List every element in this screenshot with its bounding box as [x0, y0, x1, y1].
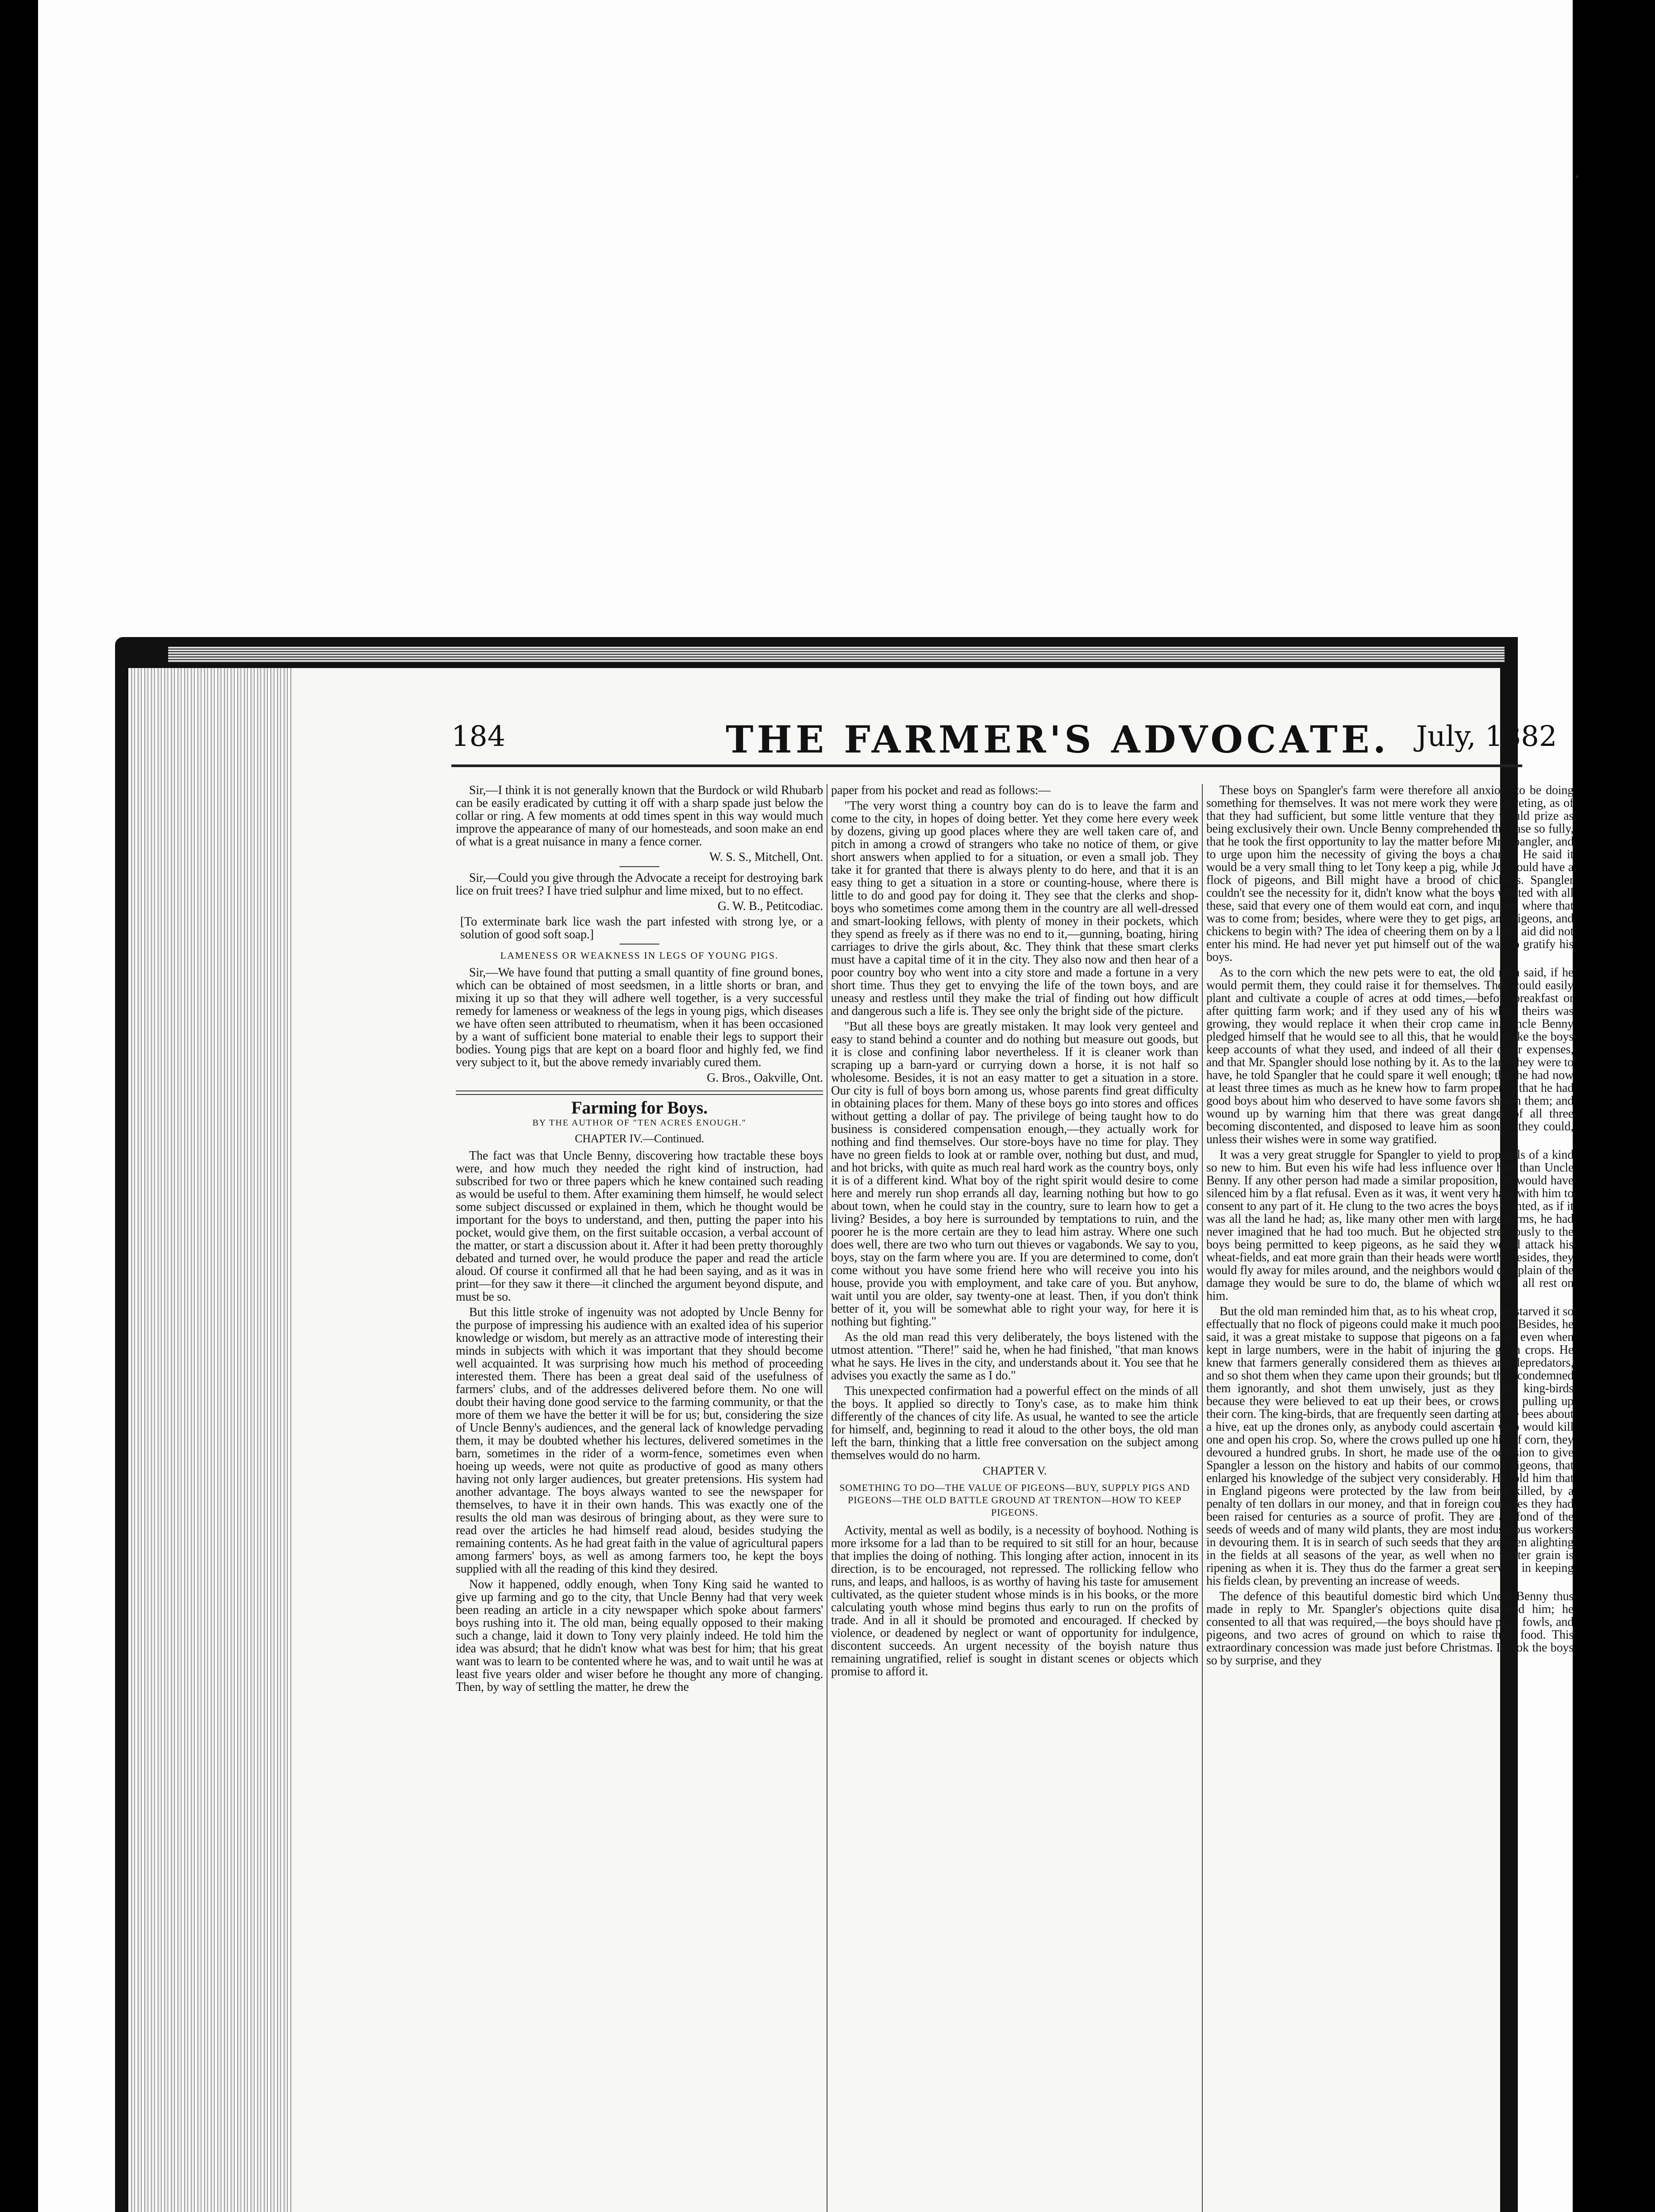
- article-paragraph: Now it happened, oddly enough, when Tony King said he wanted to give up farming and go to the city, that Uncle Benny had that very week been reading an article in a city newspaper which spoke about farmers' boys rushing into it. The old man, being equally opposed to their making such a change, laid it down to Tony very plainly indeed. He told him the idea was absurd; that he didn't know what was best for him; that his great want was to learn to be contented where he was, and to wait until he was at least five years older and wiser before he thought any more of changing. Then, by way of settling the matter, he drew the: [456, 1578, 823, 1694]
- article-paragraph: It was a very great struggle for Spangler to yield to proposals of a kind so new to him. But even his wife had less influence over him than Uncle Benny. If any other person had made a similar proposition, he would have silenced him by a flat refusal. Even as it was, it went very hard with him to consent to any part of it. He clung to the two acres the boys wanted, as if it was all the land he had; as, like many other men with large farms, he had never imagined that he had too much. But he objected strenuously to the boys being permitted to keep pigeons, as he said they would attack his wheat-fields, and eat more grain than their heads were worth. Besides, they would fly away for miles around, and the neighbors would complain of the damage they would be sure to do, the blame of which would all rest on him.: [1206, 1148, 1574, 1303]
- article-divider: [456, 1091, 823, 1095]
- article-paragraph: This unexpected confirmation had a powerful effect on the minds of all the boys. It applied so directly to Tony's case, as to make him think differently of the chances of city life. As usual, he wanted to see the article for himself, and, beginning to read it aloud to the other boys, the old man left the barn, thinking that a little free conversation on the subject among themselves would do no harm.: [831, 1384, 1198, 1462]
- section-heading: LAMENESS OR WEAKNESS IN LEGS OF YOUNG PIGS.: [500, 950, 779, 961]
- issue-date: July, 1882: [1416, 720, 1557, 753]
- column-divider: [827, 784, 828, 2212]
- letter-burdock: Sir,—I think it is not generally known that the Burdock or wild Rhubarb can be easily eradicated by cutting it off with a sharp spade just below the collar or ring. A few moments at odd times spent in this way would much improve the appearance of many of our homesteads, and soon make an end of what is a great nuisance in many a fence corner.: [456, 783, 823, 849]
- column-middle: [831, 784, 1198, 2212]
- bound-volume: [115, 637, 1574, 2212]
- article-paragraph: But this little stroke of ingenuity was not adopted by Uncle Benny for the purpose of impressing his audience with an exalted idea of his superior knowledge or wisdom, but merely as an attractive mode of interesting their minds in subjects with which it was important that they should become well acquainted. It was surprising how much his method of proceeding interested them. There has been a great deal said of the usefulness of farmers' clubs, and of the addresses delivered before them. No one will doubt their having done good service to the farming community, or that the more of them we have the better it will be for us; but, considering the size of Uncle Benny's audiences, and the general lack of knowledge pervading them, it may be doubted whether his lectures, delivered sometimes in the barn, sometimes in the rider of a worm-fence, sometimes even when hoeing up weeds, were not quite as productive of good as many others having not only larger audiences, but greater pretensions. His system had another advantage. The boys always wanted to see the newspaper for themselves, to have it in their own hands. This was exactly one of the results the old man was desirous of bringing about, as they were sure to read over the articles he had himself read aloud, besides studying the remaining contents. As he had great faith in the value of agricultural papers among farmers' boys, as well as among farmers too, he kept the boys supplied with all the reading of this kind they desired.: [456, 1306, 823, 1576]
- chapter-summary: SOMETHING TO DO—THE VALUE OF PIGEONS—BUY, SUPPLY PIGS AND PIGEONS—THE OLD BATTLE GROUND AT TRENTON—HOW TO KEEP PIGEONS.: [839, 1482, 1190, 1518]
- article-paragraph: The defence of this beautiful domestic bird which Uncle Benny thus made in reply to Mr. Spangler's objections quite disarmed him; he consented to all that was required,—the boys should have pigs, fowls, and pigeons, and two acres of ground on which to raise their food. This extraordinary concession was made just before Christmas. It took the boys so by surprise, and they: [1206, 1590, 1574, 1667]
- editor-answer: [To exterminate bark lice wash the part infested with strong lye, or a solution of good soft soap.]: [460, 915, 823, 941]
- letter-young-pigs: Sir,—We have found that putting a small quantity of fine ground bones, which can be obtained of most seedsmen, in a little shorts or bran, and mixing it up so that they will adhere well together, is a very successful remedy for lameness or weakness of the legs in young pigs, which diseases we have often seen attributed to rheumatism, when it has been occasioned by a want of sufficient bone material to enable their legs to support their bodies. Young pigs that are kept on a board floor and highly fed, we find very subject to it, but the above remedy invariably cured them.: [456, 966, 823, 1069]
- divider: [620, 944, 659, 945]
- article-paragraph: As the old man read this very deliberately, the boys listened with the utmost attention. "There!" said he, when he had finished, "that man knows what he says. He lives in the city, and understands about it. You see that he advises you exactly the same as I do.": [831, 1330, 1198, 1382]
- chapter-heading: CHAPTER IV.—Continued.: [575, 1132, 704, 1145]
- page-number: 184: [451, 720, 506, 753]
- newspaper-page: [292, 668, 1574, 2212]
- masthead-rule: [451, 764, 1522, 767]
- masthead-title: THE FARMER'S ADVOCATE.: [726, 718, 1389, 761]
- article-paragraph: But the old man reminded him that, as to his wheat crop, he starved it so effectually that no flock of pigeons could make it much poorer. Besides, he said, it was a great mistake to suppose that pigeons on a farm, even when kept in large numbers, were in the habit of injuring the grain crops. He knew that farmers generally considered them as thieves and depredators, and so shot them when they came upon their grounds; but they condemned them ignorantly, and shot them unwisely, just as they did king-birds because they were believed to eat up their bees, or crows for pulling up their corn. The king-birds, that are frequently seen darting at the bees about a hive, eat up the drones only, as anybody could ascertain who would kill one and open his crop. So, where the crows pulled up one hill of corn, they devoured a hundred grubs. In short, he made use of the occasion to give Spangler a lesson on the history and habits of our common pigeons, that enlarged his knowledge of the subject very considerably. He told him that in England pigeons were protected by the law from being killed, by a penalty of ten dollars in our money, and that in foreign countries they had been raised for centuries as a source of profit. They are all fond of the seeds of weeds and of many wild plants, they are most industrious workers in devouring them. It is in search of such seeds that they are seen alighting in the fields at all seasons of the year, as well when no winter grain is ripening as when it is. They thus do the farmer a great service in keeping his fields clean, by preventing an increase of weeds.: [1206, 1305, 1574, 1588]
- corner-mark: ·: [1574, 165, 1581, 189]
- column-left: [456, 784, 823, 2212]
- article-paragraph: Activity, mental as well as bodily, is a necessity of boyhood. Nothing is more irksome for a lad than to be required to sit still for an hour, because that implies the doing of nothing. This longing after action, innocent in its direction, is to be encouraged, not repressed. The rollicking fellow who runs, and leaps, and halloos, is as worthy of having his taste for amusement cultivated, as the quieter student whose minds is in his books, or the more calculating youth whose mind begins thus early to run on the profits of trade. And in all it should be promoted and encouraged. If checked by violence, or deadened by neglect or want of opportunity for indulgence, discontent succeeds. An urgent necessity of the boyish nature thus remaining ungratified, relief is sought in distant scenes or objects which promise to afford it.: [831, 1524, 1198, 1678]
- article-paragraph: These boys on Spangler's farm were therefore all anxious to be doing something for themselves. It was not mere work they were coveting, as of that they had sufficient, but some little venture that they would prize as being exclusively their own. Uncle Benny comprehended the case so fully, that he took the first opportunity to lay the matter before Mr. Spangler, and to urge upon him the necessity of giving the boys a chance. He said it would be a very small thing to let Tony keep a pig, while Joe could have a flock of pigeons, and Bill might have a brood of chickens. Spangler couldn't see the necessity for it, didn't know what the boys wanted with all these, said that every one of them would eat corn, and inquired where that was to come from; besides, where were they to get pigs, and pigeons, and chickens to begin with? The idea of cheering them on by a little aid did not enter his mind. He had never yet put himself out of the way to gratify his boys.: [1206, 783, 1574, 964]
- article-title: Farming for Boys.: [571, 1098, 708, 1118]
- chapter-heading: CHAPTER V.: [982, 1464, 1047, 1477]
- column-right: [1206, 784, 1574, 2212]
- article-paragraph: "The very worst thing a country boy can do is to leave the farm and come to the city, in hopes of doing better. Yet they come here every week by dozens, giving up good places where they are well taken care of, and pitch in among a crowd of strangers who take no notice of them, or give short answers when applied to for a situation, or even a small job. They take it for granted that there is always plenty to do here, and that it is an easy thing to get a situation in a store or counting-house, where there is little to do and good pay for doing it. They see that the clerks and shop-boys who sometimes come among them in the country are all well-dressed and smart-looking fellows, with plenty of money in their pockets, which they spend as freely as if there was no end to it,—gunning, boating, hiring carriages to drive the girls about, &c. They think that these smart clerks must have a capital time of it in the city. They also now and then hear of a poor country boy who went into a city store and made a fortune in a very short time. Thus they get to envying the life of the town boys, and are uneasy and restless until they make the trial of finding out how difficult and dangerous such a life is. They see only the bright side of the picture.: [831, 799, 1198, 1018]
- article-paragraph: paper from his pocket and read as follows:—: [831, 783, 1051, 797]
- letter-signature: G. Bros., Oakville, Ont.: [707, 1071, 823, 1085]
- page-edges-spine: [128, 668, 296, 2212]
- letter-bark-lice: Sir,—Could you give through the Advocate a receipt for destroying bark lice on fruit trees? I have tried sulphur and lime mixed, but to no effect.: [456, 871, 823, 898]
- article-paragraph: "But all these boys are greatly mistaken. It may look very genteel and easy to stand behind a counter and do nothing but measure out goods, but it is close and confining labor nevertheless. If it is cleaner work than scraping up a barn-yard or currying down a horse, it is not half so wholesome. Besides, it is not an easy matter to get a situation in a store. Our city is full of boys born among us, whose parents find great difficulty in obtaining places for them. Many of these boys go into stores and offices without getting a dollar of pay. The privilege of being taught how to do business is considered compensation enough,—they actually work for nothing and find themselves. Our store-boys have no time for play. They have no green fields to look at or ramble over, nothing but dust, and mud, and hot bricks, with quite as much real hard work as the country boys, only it is of a different kind. What boy of the right spirit would desire to come here and merely run shop errands all day, learning nothing but how to go about town, when he could stay in the country, sure to learn how to get a living? Besides, a boy here is surrounded by temptations to ruin, and the poorer he is the more certain are they to lead him astray. Where one such does well, there are two who turn out thieves or vagabonds. We say to you, boys, stay on the farm where you are. If you are determined to come, don't come without you have some friend here who will receive you into his house, provide you with employment, and take care of you. But anyhow, wait until you are older, say twenty-one at least. Then, if you don't think better of it, you will be somewhat able to right your way, for here it is nothing but fighting.": [831, 1020, 1198, 1329]
- masthead: [451, 720, 1655, 764]
- letter-signature: G. W. B., Petitcodiac.: [717, 899, 823, 913]
- divider: [620, 866, 659, 867]
- letter-signature: W. S. S., Mitchell, Ont.: [709, 850, 823, 864]
- article-paragraph: As to the corn which the new pets were to eat, the old man said, if he would permit them, they could raise it for themselves. They could easily plant and cultivate a couple of acres at odd times,—before breakfast or after quitting farm work; and if they used any of his while theirs was growing, they would replace it when their crop came in. Uncle Benny pledged himself that he would see to all this, that he would make the boys keep accounts of what they used, and indeed of all their other expenses, and that Mr. Spangler should lose nothing by it. As to the land they were to have, he told Spangler that he could spare it well enough; that he had now at least three times as much as he knew how to farm properly; that he had good boys about him who deserved to have some favors shown them; and wound up by warning him that there was great danger of all three becoming discontented, and disposed to leave him as soon as they could, unless their wishes were in some way gratified.: [1206, 966, 1574, 1146]
- article-paragraph: The fact was that Uncle Benny, discovering how tractable these boys were, and how much they needed the right kind of instruction, had subscribed for two or three papers which he knew contained such reading as would be useful to them. After examining them himself, he would select some subject discussed or explained in them, which he thought would be important for the boys to understand, and then, putting the paper into his pocket, would give them, on the first suitable occasion, a verbal account of the matter, or start a discussion about it. After it had been pretty thoroughly debated and turned over, he would produce the paper and read the article aloud. Of course it confirmed all that he had been saying, and as it was in print—for they saw it there—it clinched the argument beyond dispute, and must be so.: [456, 1149, 823, 1304]
- column-divider: [1202, 784, 1203, 2212]
- article-byline: BY THE AUTHOR OF "TEN ACRES ENOUGH.": [532, 1118, 747, 1128]
- page-edges-top: [168, 647, 1505, 663]
